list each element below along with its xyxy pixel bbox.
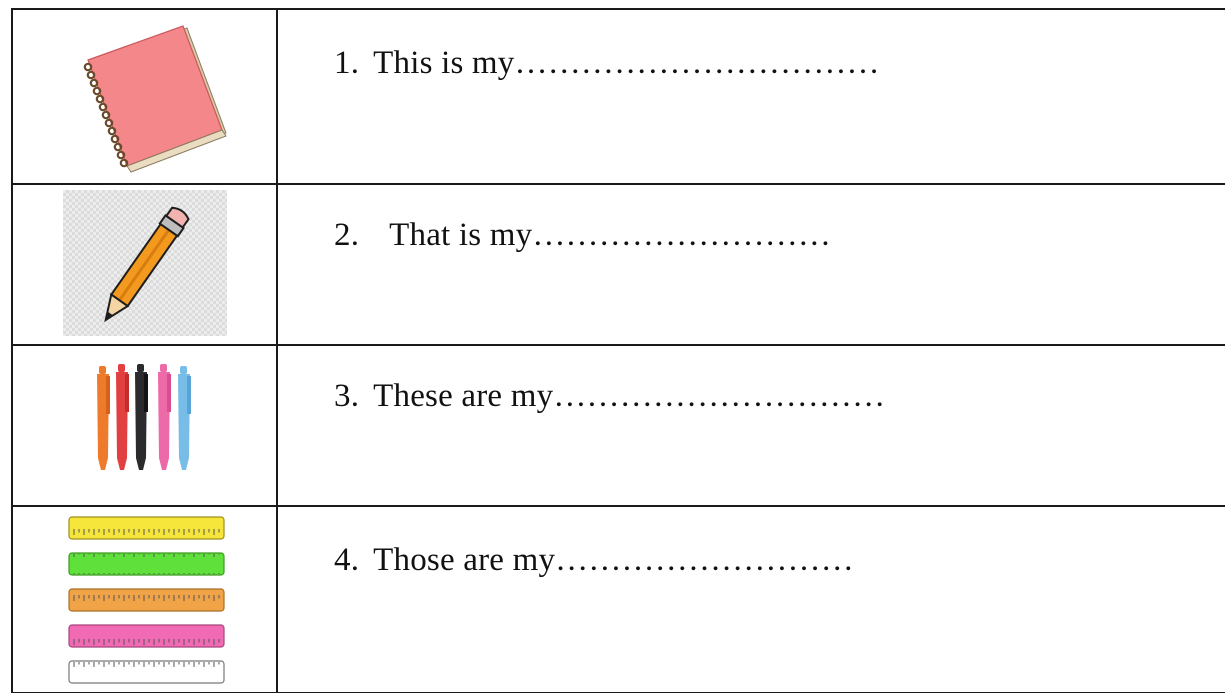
answer-blank[interactable]: ……………………… [532, 217, 832, 253]
pens-icon [13, 346, 276, 505]
answer-blank[interactable]: ………………………… [553, 378, 886, 414]
sentence-3 [334, 378, 885, 415]
pen-blue [178, 366, 191, 470]
ruler-white [69, 661, 224, 683]
ruler-yellow [69, 517, 224, 539]
pen-red [116, 364, 129, 470]
vocabulary-table [11, 8, 1225, 693]
table-row [12, 9, 1225, 184]
picture-cell [12, 9, 277, 184]
sentence-2 [334, 217, 831, 254]
sentence-cell [277, 506, 1225, 693]
ruler-orange [69, 589, 224, 611]
sentence-text: This is my [373, 45, 515, 81]
item-number: 2. [334, 217, 360, 253]
item-number: 1. [334, 45, 360, 81]
table-row [12, 345, 1225, 506]
sentence-cell [277, 184, 1225, 345]
pen-black [135, 364, 148, 470]
table-row [12, 184, 1225, 345]
sentence-cell [277, 345, 1225, 506]
picture-cell [12, 184, 277, 345]
sentence-4 [334, 542, 854, 579]
sentence-text: Those are my [373, 542, 556, 578]
picture-cell [12, 506, 277, 693]
pen-pink [158, 364, 171, 470]
sentence-text: These are my [373, 378, 554, 414]
ruler-green [69, 553, 224, 575]
sentence-text: That is my [389, 217, 533, 253]
answer-blank[interactable]: …………………………… [514, 45, 880, 81]
sentence-1 [334, 45, 880, 82]
item-number: 3. [334, 378, 360, 414]
picture-cell [12, 345, 277, 506]
answer-blank[interactable]: ……………………… [555, 542, 854, 578]
pencil-icon [13, 185, 276, 344]
table-row [12, 506, 1225, 693]
rulers-icon [13, 507, 276, 692]
notebook-icon [13, 10, 276, 183]
ruler-pink [69, 625, 224, 647]
item-number: 4. [334, 542, 360, 578]
pen-orange [97, 366, 110, 470]
sentence-cell [277, 9, 1225, 184]
